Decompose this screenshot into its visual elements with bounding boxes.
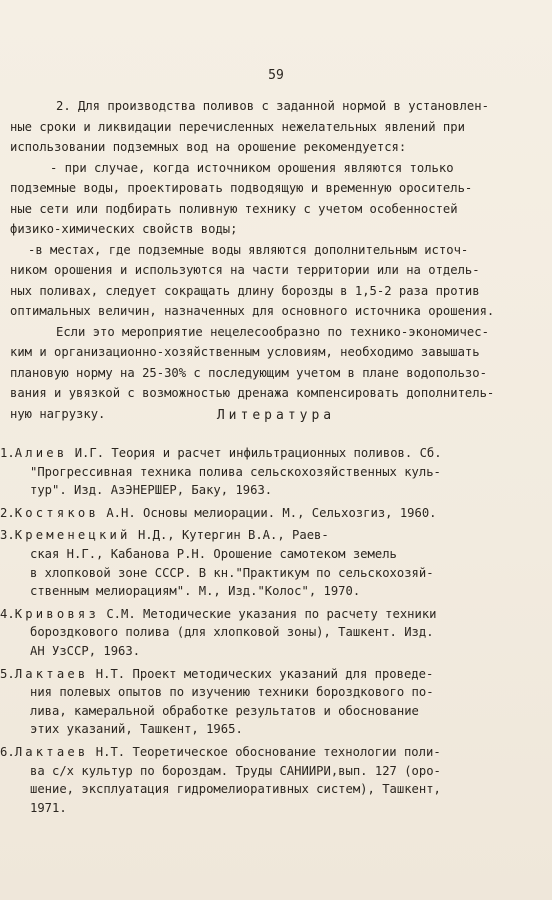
body-line: физико-химических свойств воды; [10, 222, 238, 236]
literature-heading: Литература [216, 408, 336, 423]
reference-text: Н.Т. Проект методических указаний для проведе- [88, 666, 434, 681]
body-line: - при случае, когда источником орошения являются только [50, 160, 454, 175]
page-number: 59 [268, 68, 284, 83]
reference-item [0, 444, 545, 500]
reference-number: 4. [0, 606, 15, 621]
reference-continuation-line: 1971. [30, 800, 67, 815]
reference-continuation-line: в хлопковой зоне СССР. В кн."Практикум по сельскохозяй- [30, 565, 434, 580]
body-line: подземные воды, проектировать подводящую и временную ороситель- [10, 181, 473, 195]
reference-continuation-line: этих указаний, Ташкент, 1965. [30, 722, 243, 737]
reference-text: А.Н. Основы мелиорации. М., Сельхозгиз, 1960. [99, 505, 437, 520]
reference-first-line [0, 665, 545, 684]
reference-author: Костяков [14, 505, 99, 520]
body-line: 2. Для производства поливов с заданной нормой в установлен- [56, 99, 489, 113]
body-line: плановую норму на 25-30% с последующим учетом в плане водопользо- [10, 365, 487, 380]
reference-continuation-line: лива, камеральной обработке результатов и обоснование [30, 703, 419, 718]
body-line: ные сети или подбирать поливную технику с учетом особенностей [10, 201, 458, 216]
reference-number: 2. [0, 505, 15, 520]
reference-first-line [0, 526, 545, 545]
body-line: использовании подземных вод на орошение рекомендуется: [10, 140, 407, 154]
reference-number: 1. [0, 446, 15, 460]
reference-first-line [0, 444, 545, 463]
reference-author: Кременецкий [14, 528, 131, 543]
reference-text: Н.Т. Теоретическое обоснование технологии поли- [88, 744, 441, 759]
body-text [10, 96, 540, 424]
reference-author: Лактаев [14, 744, 89, 759]
body-line: -в местах, где подземные воды являются дополнительным источ- [28, 242, 469, 257]
reference-continuation-line: бороздкового полива (для хлопковой зоны), Ташкент. Изд. [30, 625, 434, 640]
body-line: Если это мероприятие нецелесообразно по технико-экономичес- [56, 324, 489, 339]
reference-item [0, 504, 545, 523]
reference-continuation-line: ва с/х культур по бороздам. Труды САНИИРИ,вып. 127 (оро- [30, 763, 441, 778]
reference-item [0, 665, 545, 739]
reference-text: Н.Д., Кутергин В.А., Раев- [130, 528, 329, 543]
reference-list [0, 444, 545, 821]
body-line: ную нагрузку. [10, 406, 106, 421]
body-line: ные сроки и ликвидации перечисленных нежелательных явлений при [10, 119, 465, 134]
reference-continuation-line: ственным мелиорациям". М., Изд."Колос", 1970. [30, 584, 361, 599]
reference-continuation-line: тур". Изд. АзЭНЕРШЕР, Баку, 1963. [30, 483, 273, 498]
body-line: ных поливах, следует сокращать длину борозды в 1,5-2 раза против [10, 283, 480, 298]
reference-first-line [0, 743, 545, 762]
reference-item [0, 605, 545, 661]
reference-number: 3. [0, 528, 15, 543]
reference-first-line [0, 605, 545, 624]
body-line: вания и увязкой с возможностью дренажа компенсировать дополнитель- [10, 386, 495, 400]
reference-author: Алиев [14, 446, 68, 460]
reference-number: 5. [0, 666, 15, 681]
reference-item [0, 526, 545, 600]
body-line: ким и организационно-хозяйственным условиям, необходимо завышать [10, 345, 480, 359]
reference-text: С.М. Методические указания по расчету техники [99, 606, 437, 621]
reference-continuation-line: АН УзССР, 1963. [30, 643, 141, 658]
reference-author: Кривовяз [14, 606, 99, 621]
reference-item [0, 743, 545, 817]
reference-number: 6. [0, 744, 15, 759]
reference-continuation-line: "Прогрессивная техника полива сельскохозяйственных куль- [30, 464, 441, 479]
body-line: ником орошения и используются на части территории или на отдель- [10, 263, 480, 277]
reference-continuation-line: ния полевых опытов по изучению техники бороздкового по- [30, 685, 434, 700]
reference-first-line [0, 504, 545, 523]
reference-text: И.Г. Теория и расчет инфильтрационных поливов. Сб. [67, 446, 442, 460]
reference-continuation-line: ская Н.Г., Кабанова Р.Н. Орошение самотеком земель [30, 546, 397, 561]
body-line: оптимальных величин, назначенных для основного источника орошения. [10, 304, 495, 318]
reference-author: Лактаев [14, 666, 89, 681]
reference-continuation-line: шение, эксплуатация гидромелиоративных систем), Ташкент, [30, 782, 441, 797]
